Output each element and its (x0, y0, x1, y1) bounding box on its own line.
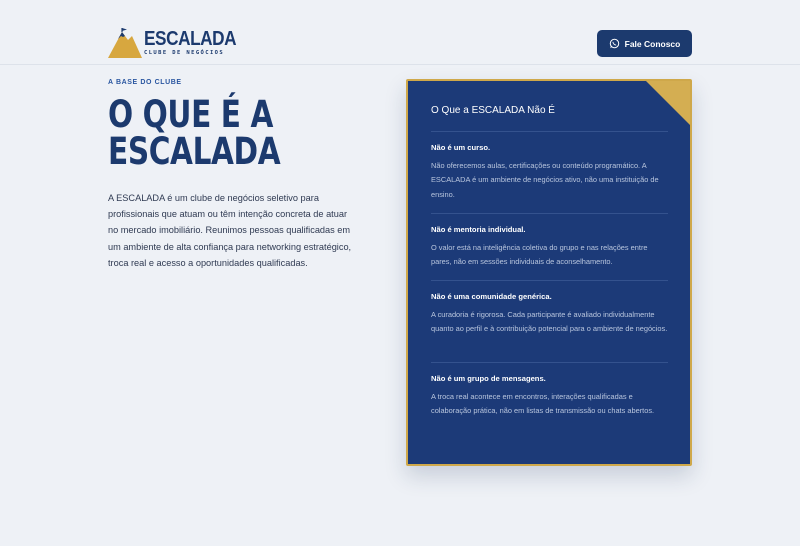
item-text: A troca real acontece em encontros, interações qualificadas e colaboração prática, não em listas de transmissão ou chats abertos. (431, 392, 655, 416)
list-item (431, 213, 668, 280)
title-line-1: O QUE É A (108, 93, 274, 136)
mountain-logo-icon (108, 28, 142, 58)
logo-name: ESCALADA (144, 28, 237, 50)
logo[interactable] (108, 28, 251, 60)
list-item (431, 131, 668, 213)
item-title: Não é uma comunidade genérica. (431, 292, 552, 301)
item-text: O valor está na inteligência coletiva do grupo e nas relações entre pares, não em sessões individuais de aconselhamento. (431, 243, 648, 267)
fale-conosco-button[interactable] (597, 30, 692, 57)
item-text: A curadoria é rigorosa. Cada participante é avaliado individualmente quanto ao perfil e à contribuição potencial para o ambiente de negócios. (431, 310, 668, 334)
item-text: Não oferecemos aulas, certificações ou conteúdo programático. A ESCALADA é um ambiente de negócios ativo, não uma instituição de ensino. (431, 161, 659, 199)
fale-conosco-label: Fale Conosco (624, 38, 681, 49)
title-line-2: ESCALADA (108, 130, 281, 173)
page-title (108, 93, 332, 173)
item-title: Não é um grupo de mensagens. (431, 374, 546, 383)
item-title: Não é um curso. (431, 143, 491, 152)
site-header (0, 0, 800, 65)
card-corner-accent (645, 80, 691, 126)
list-item (431, 362, 668, 442)
logo-tagline: CLUBE DE NEGÓCIOS (144, 50, 225, 56)
whatsapp-icon (609, 38, 620, 49)
intro-paragraph: A ESCALADA é um clube de negócios seletivo para profissionais que atuam ou têm intenção concreta de atuar no mercado imobiliário. Reunimos pessoas qualificadas em um ambiente de alta confiança para networking estratégico, troca real e acesso a oportunidades qualificadas. (108, 193, 352, 268)
section-eyebrow: A BASE DO CLUBE (108, 79, 182, 86)
list-item (431, 280, 668, 362)
card-list (431, 131, 668, 442)
item-title: Não é mentoria individual. (431, 225, 526, 234)
card-title: O Que a ESCALADA Não É (431, 105, 555, 116)
what-it-is-not-card (406, 79, 692, 466)
